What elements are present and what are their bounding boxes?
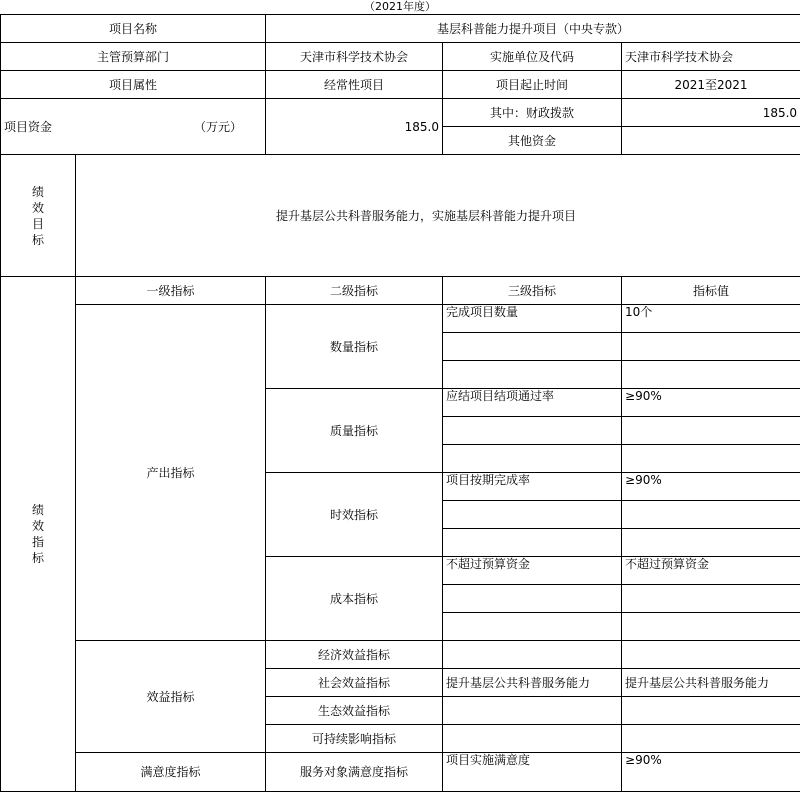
fund-row-1 xyxy=(1,99,800,127)
level3-cell xyxy=(443,641,622,669)
fiscal-value: 185.0 xyxy=(622,99,800,127)
quality-label: 质量指标 xyxy=(266,389,443,473)
level3-cell xyxy=(443,529,622,557)
fiscal-label: 其中：财政拨款 xyxy=(443,99,622,127)
value-cell: 10个 xyxy=(622,305,800,333)
attr-value: 经常性项目 xyxy=(266,71,443,99)
output-label: 产出指标 xyxy=(76,305,266,641)
project-name-label: 项目名称 xyxy=(1,15,266,43)
level3-cell: 项目实施满意度 xyxy=(443,753,622,792)
timeliness-label: 时效指标 xyxy=(266,473,443,557)
table-row xyxy=(1,753,800,792)
satisfaction-sub-label: 服务对象满意度指标 xyxy=(266,753,443,792)
value-cell xyxy=(622,697,800,725)
value-cell xyxy=(622,333,800,361)
value-cell: 不超过预算资金 xyxy=(622,557,800,585)
satisfaction-label: 满意度指标 xyxy=(76,753,266,792)
goal-label: 绩效目标 xyxy=(1,155,76,277)
level3-cell: 项目按期完成率 xyxy=(443,473,622,501)
value-cell xyxy=(622,613,800,641)
project-name-row xyxy=(1,15,800,43)
level3-cell xyxy=(443,445,622,473)
value-cell xyxy=(622,641,800,669)
value-cell xyxy=(622,585,800,613)
level2-cell: 经济效益指标 xyxy=(266,641,443,669)
level2-cell: 可持续影响指标 xyxy=(266,725,443,753)
indicator-header-row xyxy=(1,277,800,305)
attr-label: 项目属性 xyxy=(1,71,266,99)
table-row xyxy=(1,641,800,669)
value-cell xyxy=(622,361,800,389)
dept-value: 天津市科学技术协会 xyxy=(266,43,443,71)
level3-cell xyxy=(443,585,622,613)
level3-cell: 提升基层公共科普服务能力 xyxy=(443,669,622,697)
fund-unit: （万元） xyxy=(194,119,243,134)
goal-text: 提升基层公共科普服务能力，实施基层科普能力提升项目 xyxy=(76,155,800,277)
level2-cell: 社会效益指标 xyxy=(266,669,443,697)
value-cell: ≥90% xyxy=(622,473,800,501)
value-cell xyxy=(622,725,800,753)
value-cell xyxy=(622,417,800,445)
attr-row xyxy=(1,71,800,99)
header-value: 指标值 xyxy=(622,277,800,305)
level3-cell xyxy=(443,697,622,725)
indicator-label: 绩效指标 xyxy=(1,277,76,792)
fund-label: 项目资金 xyxy=(4,119,53,134)
cost-label: 成本指标 xyxy=(266,557,443,641)
fund-total: 185.0 xyxy=(266,99,443,155)
value-cell xyxy=(622,445,800,473)
level3-cell xyxy=(443,417,622,445)
header-level3: 三级指标 xyxy=(443,277,622,305)
value-cell xyxy=(622,501,800,529)
benefit-label: 效益指标 xyxy=(76,641,266,753)
value-cell: ≥90% xyxy=(622,389,800,417)
header-level2: 二级指标 xyxy=(266,277,443,305)
goal-row xyxy=(1,155,800,277)
quantity-label: 数量指标 xyxy=(266,305,443,389)
level2-cell: 生态效益指标 xyxy=(266,697,443,725)
other-value xyxy=(622,127,800,155)
level3-cell xyxy=(443,501,622,529)
level3-cell: 完成项目数量 xyxy=(443,305,622,333)
level3-cell xyxy=(443,333,622,361)
unit-value: 天津市科学技术协会 xyxy=(622,43,800,71)
dept-row xyxy=(1,43,800,71)
period-label: 项目起止时间 xyxy=(443,71,622,99)
level3-cell: 应结项目结项通过率 xyxy=(443,389,622,417)
project-name-value: 基层科普能力提升项目（中央专款） xyxy=(266,15,800,43)
value-cell: ≥90% xyxy=(622,753,800,792)
unit-label: 实施单位及代码 xyxy=(443,43,622,71)
fund-label-cell xyxy=(1,99,266,155)
period-value: 2021至2021 xyxy=(622,71,800,99)
table-row xyxy=(1,305,800,333)
header-level1: 一级指标 xyxy=(76,277,266,305)
year-label: （2021年度） xyxy=(364,0,436,13)
other-label: 其他资金 xyxy=(443,127,622,155)
dept-label: 主管预算部门 xyxy=(1,43,266,71)
performance-table xyxy=(0,14,800,792)
level3-cell xyxy=(443,613,622,641)
level3-cell xyxy=(443,725,622,753)
level3-cell: 不超过预算资金 xyxy=(443,557,622,585)
value-cell xyxy=(622,529,800,557)
value-cell: 提升基层公共科普服务能力 xyxy=(622,669,800,697)
level3-cell xyxy=(443,361,622,389)
